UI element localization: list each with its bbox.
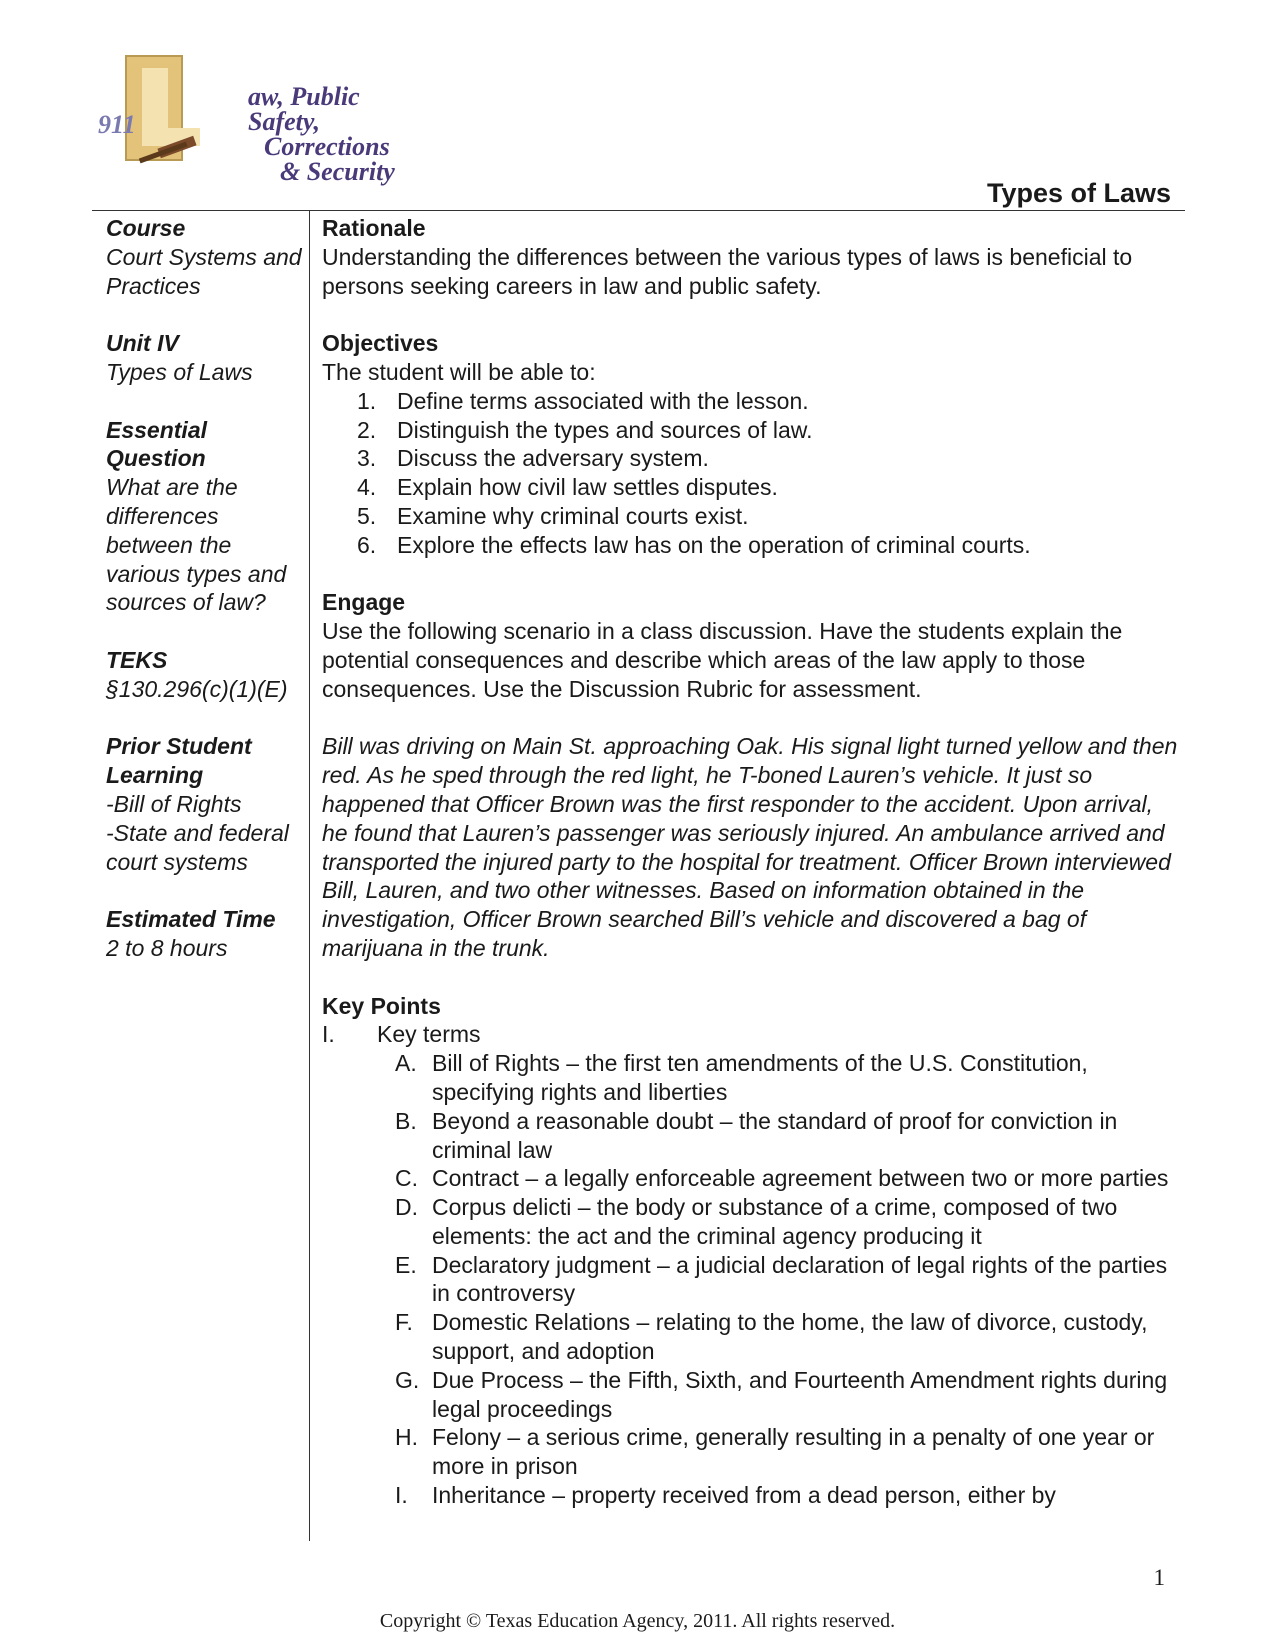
objective-text: Explore the effects law has on the operation of criminal courts.	[397, 531, 1031, 558]
term-item	[322, 1366, 1182, 1424]
objective-item: 6. Explore the effects law has on the operation of criminal courts.	[357, 531, 1031, 558]
term-item	[322, 1164, 1182, 1193]
objectives-intro: The student will be able to:	[322, 358, 596, 385]
term-item	[322, 1423, 1182, 1481]
term-letter: A.	[395, 1050, 417, 1077]
key-terms-heading	[322, 1020, 1182, 1049]
term-letter: E.	[395, 1251, 417, 1278]
essential-question-label: Essential Question	[106, 416, 207, 472]
course-section	[106, 214, 302, 300]
rationale-section	[322, 214, 1182, 300]
objective-item: 3. Discuss the adversary system.	[357, 445, 709, 472]
logo-wordmark	[248, 84, 398, 184]
essential-question-section	[106, 416, 302, 618]
prior-learning-item: -Bill of Rights	[106, 790, 242, 817]
term-item	[322, 1251, 1182, 1309]
term-text: Contract – a legally enforceable agreement between two or more parties	[432, 1165, 1169, 1192]
term-item	[322, 1481, 1182, 1510]
prior-learning-section	[106, 732, 302, 876]
term-text: Beyond a reasonable doubt – the standard of proof for conviction in criminal law	[432, 1107, 1118, 1163]
term-text: Corpus delicti – the body or substance of a crime, composed of two elements: the act and the criminal agency producing it	[432, 1194, 1118, 1249]
term-text: Felony – a serious crime, generally resulting in a penalty of one year or more in prison	[432, 1424, 1155, 1480]
term-text: Inheritance – property received from a dead person, either by	[432, 1482, 1056, 1509]
term-letter: F.	[395, 1309, 413, 1336]
logo-line-2: Corrections	[264, 132, 390, 161]
objectives-section	[322, 329, 1182, 559]
unit-value: Types of Laws	[106, 358, 253, 385]
term-text: Due Process – the Fifth, Sixth, and Fourteenth Amendment rights during legal proceedings	[432, 1366, 1168, 1422]
term-letter: G.	[395, 1366, 420, 1393]
page-title: Types of Laws	[986, 178, 1171, 208]
logo-number: 911	[98, 110, 136, 139]
course-value: Court Systems and Practices	[106, 243, 302, 299]
main-content	[322, 214, 1182, 1510]
teks-section	[106, 646, 302, 704]
prior-learning-label: Prior Student Learning	[106, 733, 252, 789]
logo-line-1: aw, Public Safety,	[248, 82, 360, 136]
objective-text: Define terms associated with the lesson.	[397, 387, 809, 414]
teks-value: §130.296(c)(1)(E)	[106, 675, 288, 702]
course-logo	[98, 46, 398, 186]
term-letter: H.	[395, 1424, 418, 1451]
objective-text: Discuss the adversary system.	[397, 445, 709, 472]
objective-item: 4. Explain how civil law settles disputes.	[357, 474, 778, 501]
title-rule	[92, 210, 1185, 211]
objective-item: 2. Distinguish the types and sources of law.	[357, 416, 813, 443]
term-text: Bill of Rights – the first ten amendments of the U.S. Constitution, specifying rights and liberties	[432, 1050, 1088, 1105]
objectives-list	[322, 387, 1182, 560]
estimated-time-section	[106, 905, 302, 963]
objective-text: Explain how civil law settles disputes.	[397, 474, 778, 501]
objective-item: 1. Define terms associated with the lesson.	[357, 387, 809, 414]
objectives-heading: Objectives	[322, 330, 439, 357]
rationale-heading: Rationale	[322, 215, 426, 241]
key-points-section	[322, 992, 1182, 1510]
objective-item: 5. Examine why criminal courts exist.	[357, 502, 749, 529]
copyright-notice: Copyright © Texas Education Agency, 2011. All rights reserved.	[379, 1610, 896, 1632]
prior-learning-item: -State and federal court systems	[106, 819, 289, 875]
unit-label: Unit IV	[106, 330, 179, 357]
engage-scenario: Bill was driving on Main St. approaching Oak. His signal light turned yellow and then red. As he sped through the red light, he T-boned Lauren’s vehicle. It just so happened that Officer Brown was the first responder to the accident. Upon arrival, he found that Lauren’s passenger was seriously injured. An ambulance arrived and transported the injured party to the hospital for treatment. Officer Brown interviewed Bill, Lauren, and two other witnesses. Based on information obtained in the investigation, Officer Brown searched Bill’s vehicle and discovered a bag of marijuana in the trunk.	[322, 733, 1178, 961]
logo-line-3: & Security	[280, 157, 395, 186]
key-terms-title: Key terms	[377, 1021, 481, 1048]
term-letter: C.	[395, 1165, 418, 1192]
term-text: Declaratory judgment – a judicial declaration of legal rights of the parties in controversy	[432, 1251, 1168, 1307]
engage-text: Use the following scenario in a class discussion. Have the students explain the potential consequences and describe which areas of the law apply to those consequences. Use the Discussion Rubric for assessment.	[322, 618, 1123, 702]
estimated-time-value: 2 to 8 hours	[106, 934, 228, 961]
term-letter: D.	[395, 1194, 418, 1221]
essential-question-value: What are the differences between the various types and sources of law?	[106, 474, 287, 616]
objective-text: Examine why criminal courts exist.	[397, 502, 749, 529]
sidebar	[106, 214, 302, 992]
term-item	[322, 1049, 1182, 1107]
rationale-text: Understanding the differences between the various types of laws is beneficial to persons seeking careers in law and public safety.	[322, 243, 1133, 299]
course-label: Course	[106, 215, 186, 241]
key-terms-list	[322, 1049, 1182, 1510]
term-item	[322, 1308, 1182, 1366]
key-points-heading: Key Points	[322, 992, 441, 1019]
term-item	[322, 1107, 1182, 1165]
teks-label: TEKS	[106, 646, 168, 673]
term-item	[322, 1193, 1182, 1251]
estimated-time-label: Estimated Time	[106, 906, 276, 933]
engage-section	[322, 588, 1182, 703]
column-divider	[309, 211, 310, 1541]
term-letter: B.	[395, 1107, 417, 1134]
objective-text: Distinguish the types and sources of law.	[397, 416, 813, 443]
term-letter: I.	[395, 1482, 408, 1509]
unit-section	[106, 329, 302, 387]
page-number: 1	[1153, 1565, 1165, 1590]
term-text: Domestic Relations – relating to the home, the law of divorce, custody, support, and adoption	[432, 1309, 1148, 1365]
engage-heading: Engage	[322, 589, 406, 616]
roman-numeral: I.	[322, 1021, 335, 1048]
